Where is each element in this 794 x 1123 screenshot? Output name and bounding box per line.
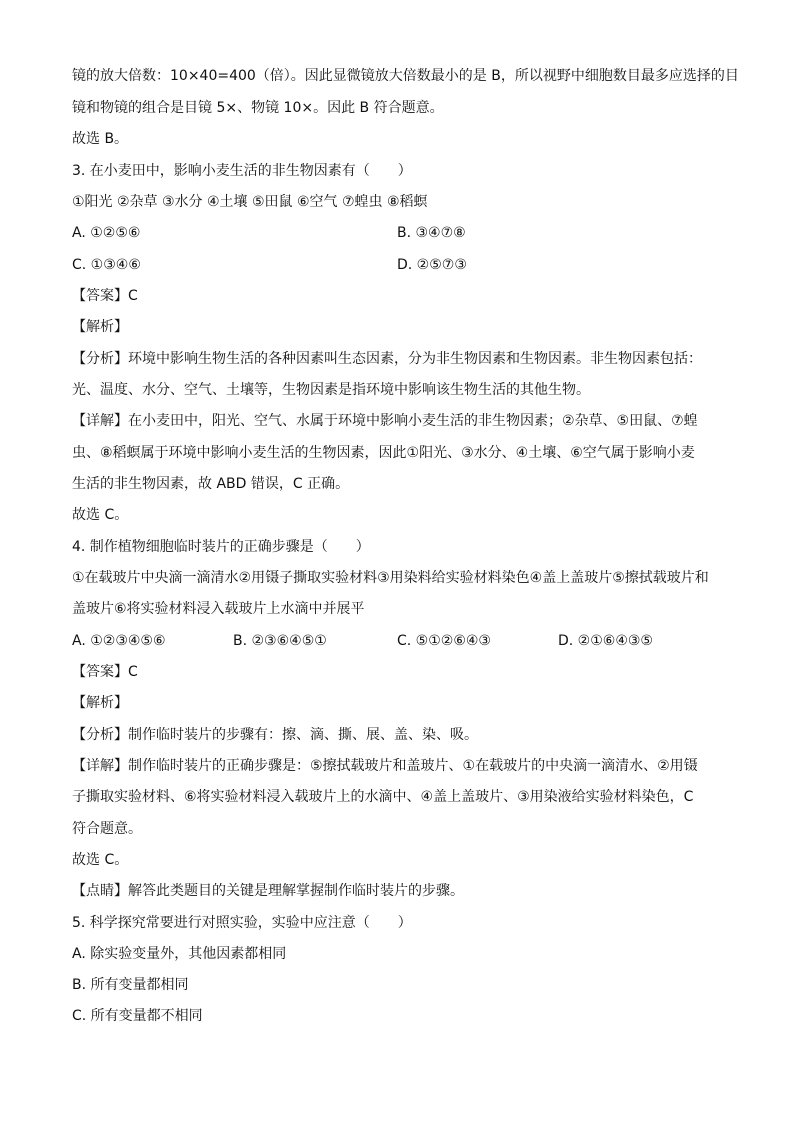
q4-xiangjie-1: 【详解】制作临时装片的正确步骤是：⑤擦拭载玻片和盖玻片、①在载玻片的中央滴一滴清水、②用镊 bbox=[72, 758, 698, 774]
q4-answer: 【答案】C bbox=[72, 664, 138, 680]
q3-option-a: A. ①②⑤⑥ bbox=[72, 225, 141, 241]
q3-option-b: B. ③④⑦⑧ bbox=[397, 225, 466, 241]
question-3-items: ①阳光 ②杂草 ③水分 ④土壤 ⑤田鼠 ⑥空气 ⑦蝗虫 ⑧稻螟 bbox=[72, 194, 428, 210]
q3-analysis-label: 【解析】 bbox=[72, 319, 128, 335]
q3-xiangjie-3: 生活的非生物因素，故 ABD 错误，C 正确。 bbox=[72, 476, 350, 492]
q4-option-a: A. ①②③④⑤⑥ bbox=[72, 633, 166, 649]
q4-xiangjie-3: 符合题意。 bbox=[72, 821, 142, 837]
text-line: 镜和物镜的组合是目镜 5×、物镜 10×。因此 B 符合题意。 bbox=[72, 100, 444, 116]
q3-xiangjie-2: 虫、⑧稻螟属于环境中影响小麦生活的生物因素，因此①阳光、③水分、④土壤、⑥空气属于影响小麦 bbox=[72, 445, 695, 461]
q4-option-d: D. ②①⑥④③⑤ bbox=[558, 633, 653, 649]
q4-steps-2: 盖玻片⑥将实验材料浸入载玻片上水滴中并展平 bbox=[72, 601, 365, 617]
q4-option-c: C. ⑤①②⑥④③ bbox=[397, 633, 491, 649]
q4-conclusion: 故选 C。 bbox=[72, 852, 129, 868]
q3-answer: 【答案】C bbox=[72, 288, 138, 304]
text-line: 镜的放大倍数：10×40=400（倍）。因此显微镜放大倍数最小的是 B，所以视野中细胞数目最多应选择的目 bbox=[72, 68, 739, 84]
q3-fenxi-2: 光、温度、水分、空气、土壤等，生物因素是指环境中影响该生物生活的其他生物。 bbox=[72, 382, 590, 398]
q3-option-d: D. ②⑤⑦③ bbox=[397, 257, 467, 273]
text-line: 故选 B。 bbox=[72, 131, 129, 147]
q4-xiangjie-2: 子撕取实验材料、⑥将实验材料浸入载玻片上的水滴中、④盖上盖玻片、③用染液给实验材料染色，C bbox=[72, 789, 694, 805]
q4-option-b: B. ②③⑥④⑤① bbox=[233, 633, 327, 649]
question-4: 4. 制作植物细胞临时装片的正确步骤是（ ） bbox=[72, 539, 370, 555]
q3-conclusion: 故选 C。 bbox=[72, 507, 129, 523]
question-3: 3. 在小麦田中，影响小麦生活的非生物因素有（ ） bbox=[72, 163, 412, 179]
q4-steps-1: ①在载玻片中央滴一滴清水②用镊子撕取实验材料③用染料给实验材料染色④盖上盖玻片⑤擦拭载玻片和 bbox=[72, 570, 709, 586]
q4-fenxi: 【分析】制作临时装片的步骤有：擦、滴、撕、展、盖、染、吸。 bbox=[72, 727, 478, 743]
q5-option-a: A. 除实验变量外，其他因素都相同 bbox=[72, 946, 287, 962]
q5-option-c: C. 所有变量都不相同 bbox=[72, 1008, 203, 1024]
question-5: 5. 科学探究常要进行对照实验，实验中应注意（ ） bbox=[72, 915, 412, 931]
q5-option-b: B. 所有变量都相同 bbox=[72, 977, 189, 993]
q4-dianjing: 【点睛】解答此类题目的关键是理解掌握制作临时装片的步骤。 bbox=[72, 883, 464, 899]
q3-option-c: C. ①③④⑥ bbox=[72, 257, 141, 273]
q4-analysis-label: 【解析】 bbox=[72, 695, 128, 711]
q3-xiangjie-1: 【详解】在小麦田中，阳光、空气、水属于环境中影响小麦生活的非生物因素；②杂草、⑤田鼠、⑦蝗 bbox=[72, 413, 698, 429]
q3-fenxi-1: 【分析】环境中影响生物生活的各种因素叫生态因素，分为非生物因素和生物因素。非生物因素包括： bbox=[72, 351, 702, 367]
